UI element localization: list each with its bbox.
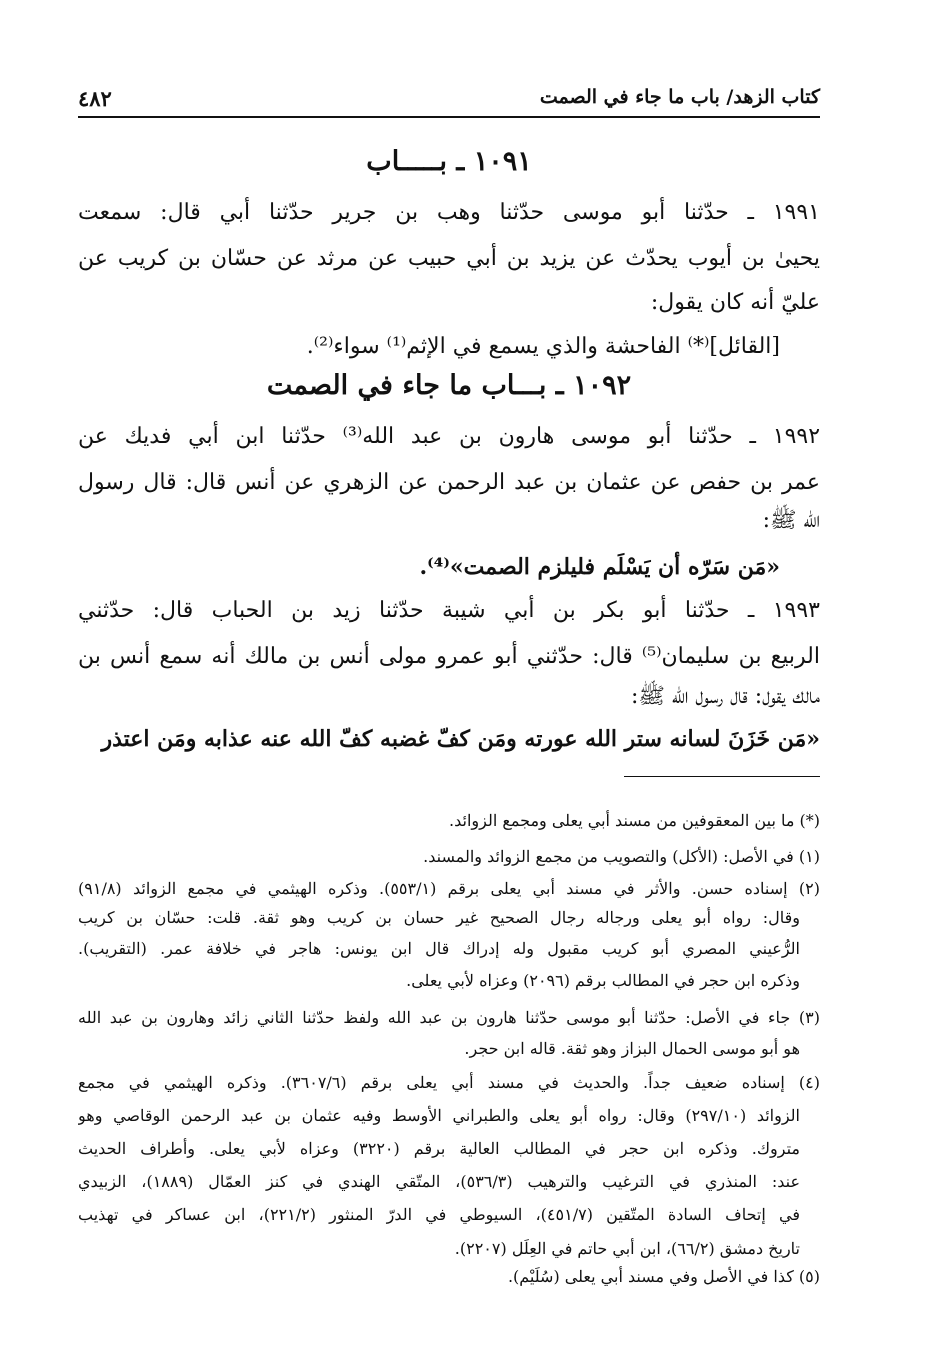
- footnote-1: (١) في الأصل: (الأكل) والتصويب من مجمع الزوائد والمسند.: [423, 847, 820, 866]
- footnote-2-line-1: (٢) إسناده حسن. والأثر في مسند أبي يعلى برقم (٥٥٣/١). وذكره الهيثمي في مجمع الزوائد (٩١/٨): [78, 879, 820, 898]
- hadith-1993-line-3: مالك يقول: قال رسول الله ﷺ:: [630, 684, 820, 709]
- hadith-1993-line-2: الربيع بن سليمان⁽⁵⁾ قال: حدّثني أبو عمرو مولى أنس بن مالك أنه سمع أنس بن: [78, 644, 820, 669]
- footnote-4-line-3: متروك. وذكره ابن حجر في المطالب العالية برقم (٣٢٢٠) وعزاه لأبي يعلى. وأطراف الحديث: [78, 1139, 800, 1158]
- footnote-4-line-4: عند: المنذري في الترغيب والترهيب (٥٣٦/٣)، المتّقي الهندي في كنز العمّال (١٨٨٩)، الزبيدي: [78, 1172, 800, 1191]
- footnote-2-line-3: الرُّعيني المصري أبو كريب مقبول وله إدراك قال ابن يونس: هاجر في خلافة عمر. (التقريب).: [78, 939, 800, 958]
- footnote-3-line-1: (٣) جاء في الأصل: حدّثنا أبو موسى حدّثنا هارون بن عبد الله ولفظ حدّثنا الثاني زائد وهارون بن عبد الله: [78, 1008, 820, 1027]
- footnote-3-line-2: هو أبو موسى الحمال البزاز وهو ثقة. قاله ابن حجر.: [464, 1039, 800, 1058]
- hadith-1992-line-1: ١٩٩٢ ـ حدّثنا أبو موسى هارون بن عبد الله⁽³⁾ حدّثنا ابن أبي فديك عن: [78, 424, 820, 449]
- footnote-star: (*) ما بين المعقوفين من مسند أبي يعلى ومجمع الزوائد.: [449, 811, 820, 830]
- footnote-5: (٥) كذا في الأصل وفي مسند أبي يعلى (سُلَيْم).: [507, 1267, 820, 1286]
- hadith-1991-line-1: ١٩٩١ ـ حدّثنا أبو موسى حدّثنا وهب بن جرير حدّثنا أبي قال: سمعت: [78, 200, 820, 225]
- running-header: [78, 86, 820, 118]
- footnote-4-line-5: في إتحاف السادة المتّقين (٤٥١/٧)، السيوطي في الدرّ المنثور (٢٢١/٢)، ابن عساكر في تهذيب: [78, 1205, 800, 1224]
- footnote-4-line-2: الزوائد (٢٩٧/١٠) وقال: رواه أبو يعلى والطبراني الأوسط وفيه عثمان بن عبد الرحمن الوقاصي وهو: [78, 1106, 800, 1125]
- hadith-1992-line-3: الله ﷺ:: [762, 508, 820, 533]
- footnote-2-line-4: وذكره ابن حجر في المطالب برقم (٢٠٩٦) وعزاه لأبي يعلى.: [406, 971, 800, 990]
- hadith-1993-quote: «مَن خَزَنَ لسانه ستر الله عورته ومَن كفّ غضبه كفّ الله عنه عذابه ومَن اعتذر: [101, 726, 820, 752]
- footnote-4-line-1: (٤) إسناده ضعيف جداً. والحديث في مسند أبي يعلى برقم (٣٦٠٧/٦). وذكره الهيثمي في مجمع: [78, 1073, 820, 1092]
- section-title-1091: ١٠٩١ ـ بـــــاب: [366, 146, 532, 177]
- hadith-1991-line-2: يحيىٰ بن أيوب يحدّث عن يزيد بن أبي حبيب عن مرثد عن حسّان بن كريب عن: [78, 246, 820, 271]
- header-title: كتاب الزهد/ باب ما جاء في الصمت: [539, 86, 820, 108]
- page-number: ٤٨٢: [78, 86, 112, 111]
- hadith-1992-quote: «مَن سَرّه أن يَسْلَم فليلزم الصمت»⁽⁴⁾.: [419, 554, 780, 580]
- footnote-4-line-6: تاريخ دمشق (٦٦/٢)، ابن أبي حاتم في العِلَل (٢٢٠٧).: [454, 1239, 800, 1258]
- hadith-1991-line-3: عليّ أنه كان يقول:: [650, 290, 820, 315]
- footnote-separator: [624, 776, 820, 777]
- section-title-1092: ١٠٩٢ ـ بـــاب ما جاء في الصمت: [266, 370, 632, 401]
- hadith-1991-quote: [القائل]⁽*⁾ الفاحشة والذي يسمع في الإثم⁽¹⁾ سواء⁽²⁾.: [306, 334, 780, 359]
- footnote-2-line-2: وقال: رواه أبو يعلى ورجاله رجال الصحيح غير حسان بن كريب وهو ثقة. قلت: حسّان بن كريب: [78, 908, 800, 927]
- hadith-1992-line-2: عمر بن حفص عن عثمان بن عبد الرحمن عن الزهري عن أنس قال: قال رسول: [78, 470, 820, 495]
- hadith-1993-line-1: ١٩٩٣ ـ حدّثنا أبو بكر بن أبي شيبة حدّثنا زيد بن الحباب قال: حدّثني: [78, 598, 820, 623]
